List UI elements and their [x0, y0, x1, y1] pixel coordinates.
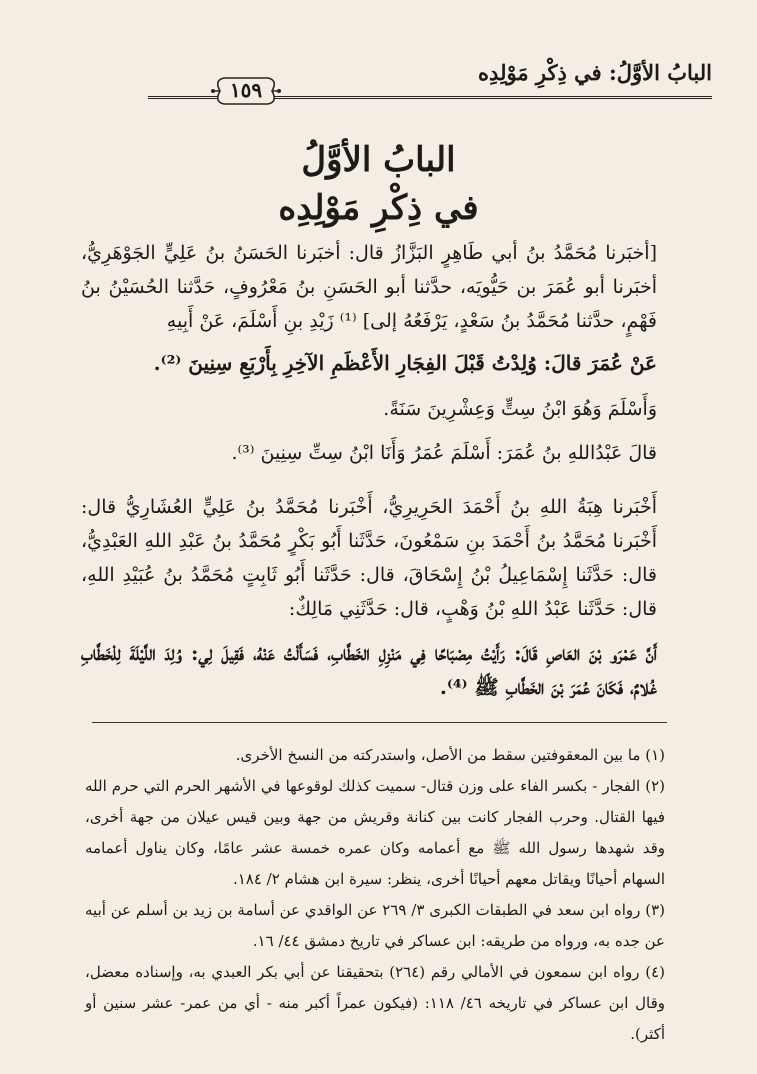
footnotes — [85, 740, 665, 1050]
footnote-3: (٣) رواه ابن سعد في الطبقات الكبرى ٣/ ٢٦٩ عن الواقدي عن أسامة بن زيد بن أسلم عن أبيه عن جده به، ورواه من طريقه: ابن عساكر في تاريخ دمشق ٤٤/ ١٦. — [85, 901, 665, 950]
footnote-separator — [92, 722, 667, 723]
running-header — [100, 58, 712, 104]
page-number-badge — [210, 74, 282, 108]
paragraph-islam-age: وَأَسْلَمَ وَهُوَ ابْنُ سِتٍّ وَعِشْرِينَ سَنَةً. — [383, 398, 657, 420]
chapter-title-line-1: البابُ الأوَّلُ — [301, 140, 456, 180]
footnote-2: (٢) الفجار - بكسر الفاء على وزن قتال- سميت كذلك لوقوعها في الأشهر الحرم التي حرم الله فيها القتال. وحرب الفجار كانت بين كنانة وقريش من جهة وبين قيس عيلان من جهة أخرى، وقد شهدها رسول الله ﷺ مع أعمامه وكان عمره خمسة عشر عامًا، وكان يناول أعمامه السهام أحيانًا ويقاتل معهم أحيانًا أخرى، ينظر: سيرة ابن هشام ٢/ ١٨٤. — [85, 777, 665, 888]
footnote-1: (١) ما بين المعقوفتين سقط من الأصل، واستدركته من النسخ الأخرى. — [235, 746, 665, 764]
paragraph-abdullah: قالَ عَبْدُاللهِ بنُ عُمَرَ: أَسْلَمَ عُمَرُ وَأَنَا ابْنُ سِتِّ سِنِينَ ⁽³⁾. — [231, 442, 657, 464]
paragraph-hadith-amr: أَنَّ عَمْرَو بْنَ العَاصِ قَالَ: رَأَيْتُ مِصْبَاحًا فِي مَنْزِلِ الخَطَّابِ، فَسَأَلْتُ عَنْهُ، فَقِيلَ لِي: وُلِدَ اللَّيْلَةَ لِلْخَطَّابِ غُلامٌ، فَكَانَ عُمَرَ بْنَ الخَطَّابِ ﷺ ⁽⁴⁾. — [81, 641, 657, 699]
footnote-4: (٤) رواه ابن سمعون في الأمالي رقم (٢٦٤) بتحقيقنا عن أبي بكر العبدي به، وإسناده معضل، وقال ابن عساكر في تاريخه ٤٦/ ١١٨: (فيكون عمراً أكبر منه - أي من عمر- عشر سنين أو أكثر). — [85, 963, 665, 1043]
chapter-title-line-2: في ذِكْرِ مَوْلِدِه — [278, 188, 479, 228]
running-header-title: البابُ الأوَّلُ: في ذِكْرِ مَوْلِدِه — [478, 60, 712, 85]
paragraph-isnad-2: أَخْبَرنا هِبَةُ اللهِ بنُ أَحْمَدَ الحَرِيرِيُّ، أَخْبَرنا مُحَمَّدُ بنُ عَلِيٍّ العُشَارِيُّ قال: أَخْبَرنا مُحَمَّدُ بنُ أَحْمَدَ بنِ سَمْعُونَ، حَدَّثَنا أَبُو بَكْرٍ مُحَمَّدُ بنُ عَبْدِ اللهِ العَبْدِيُّ، قال: حَدَّثَنا إِسْمَاعِيلُ بْنُ إِسْحَاقَ، قال: حَدَّثَنا أَبُو ثَابِتٍ مُحَمَّدُ بنُ عُبَيْدِ اللهِ، قال: حَدَّثَنا عَبْدُ اللهِ بْنُ وَهْبٍ، قال: حَدَّثَنِي مَالِكٌ: — [81, 496, 657, 620]
paragraph-isnad-1: [أخبَرنا مُحَمَّدُ بنُ أبي طَاهِرٍ البَزَّازُ قال: أخبَرنا الحَسَنُ بنُ عَلِيٍّ الجَوْهَرِيُّ، أخبَرنا أبو عُمَرَ بن حَيُّويَه، حدَّثنا أبو الحَسَنِ بنُ مَعْرُوفٍ، حَدَّثنا الحُسَيْنُ بنُ فَهْمٍ، حدَّثنا مُحَمَّدُ بنُ سَعْدٍ، يَرْفَعُهُ إلى] ⁽¹⁾ زَيْدِ بنِ أَسْلَمَ، عَنْ أَبِيهِ — [81, 242, 657, 332]
chapter-title — [0, 136, 757, 232]
page-number: ١٥٩ — [229, 78, 263, 102]
paragraph-hadith-birth: عَنْ عُمَرَ قالَ: وُلِدْتُ قَبْلَ الفِجَارِ الأَعْظَمِ الآخِرِ بِأَرْبَعِ سِنِينَ ⁽²⁾. — [153, 351, 657, 375]
